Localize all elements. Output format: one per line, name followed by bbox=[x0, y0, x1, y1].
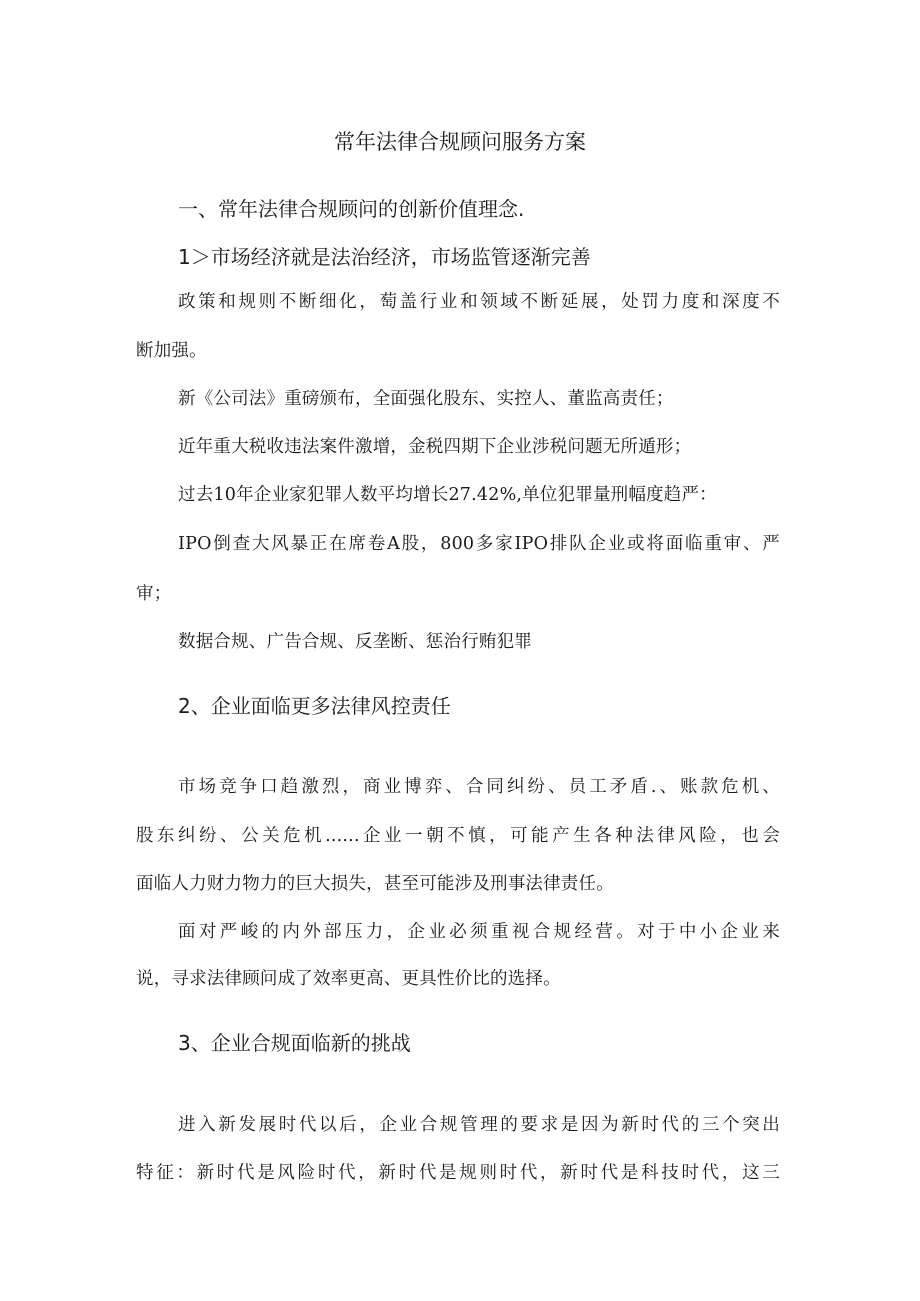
paragraph-line: 审； bbox=[136, 584, 172, 604]
paragraph-line: 近年重大税收违法案件激增，金税四期下企业涉税问题无所遁形； bbox=[178, 437, 692, 457]
paragraph-line: 面临人力财力物力的巨大损失，甚至可能涉及刑事法律责任。 bbox=[136, 874, 614, 894]
paragraph-line: 政策和规则不断细化，萄盖行业和领域不断延展，处罚力度和深度不 bbox=[178, 292, 780, 312]
paragraph-line: 过去10年企业家犯罪人数平均增长27.42%,单位犯罪量刑幅度趋严： bbox=[178, 485, 717, 505]
section-1-subheading: 1＞市场经济就是法治经济，市场监管逐渐完善 bbox=[178, 245, 591, 269]
paragraph-line: 说，寻求法律顾问成了效率更高、更具性价比的选择。 bbox=[136, 969, 561, 989]
paragraph-line: 数据合规、广告合规、反垄断、惩治行贿犯罪 bbox=[178, 632, 532, 652]
section-2-heading: 2、企业面临更多法律风控责任 bbox=[178, 694, 451, 718]
paragraph-line: 特征：新时代是风险时代，新时代是规则时代，新时代是科技时代，这三 bbox=[136, 1163, 780, 1183]
paragraph-line: 股东纠纷、公关危机......企业一朝不慎，可能产生各种法律风险，也会 bbox=[136, 826, 780, 846]
section-1-heading: 一、常年法律合规顾问的创新价值理念. bbox=[178, 197, 525, 221]
section-3-heading: 3、企业合规面临新的挑战 bbox=[178, 1031, 411, 1055]
paragraph-line: 市场竞争口趋激烈，商业博弈、合同纠纷、员工矛盾.、账款危机、 bbox=[178, 777, 780, 797]
paragraph-line: IPO倒查大风暴正在席卷A股，800多家IPO排队企业或将面临重审、严 bbox=[178, 534, 780, 554]
paragraph-line: 断加强。 bbox=[136, 341, 207, 361]
paragraph-line: 新《公司法》重磅颁布，全面强化股东、实控人、董监高责任； bbox=[178, 389, 674, 409]
document-title: 常年法律合规顾问服务方案 bbox=[334, 130, 586, 154]
paragraph-line: 进入新发展时代以后，企业合规管理的要求是因为新时代的三个突出 bbox=[178, 1115, 780, 1135]
paragraph-line: 面对严峻的内外部压力，企业必须重视合规经营。对于中小企业来 bbox=[178, 922, 780, 942]
